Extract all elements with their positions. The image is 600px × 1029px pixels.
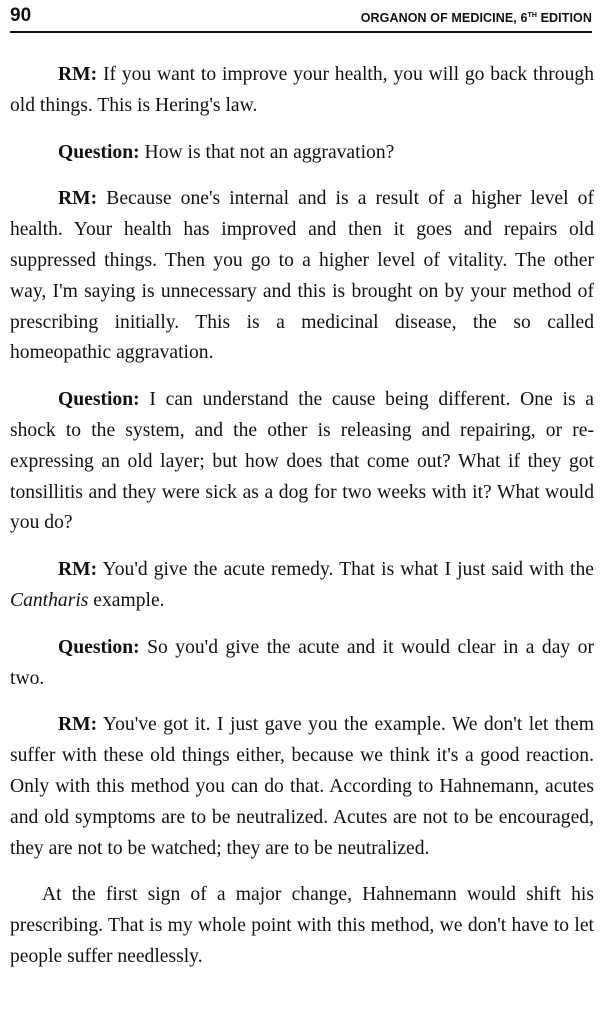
body-text [10, 60, 594, 973]
running-head-edition: EDITION [537, 11, 592, 25]
page-number: 90 [10, 5, 32, 26]
speaker-label: RM: [58, 64, 98, 85]
paragraph [10, 555, 594, 617]
paragraph-text-tail: example. [88, 589, 165, 611]
paragraph-text: I can understand the cause being different. One is a shock to the system, and the other is releasing and repairing, or re-expressing an old layer; but how does that come out? What if they got tonsillitis and they were sick as a dog for two weeks with it? What would you do? [10, 389, 594, 534]
running-head [361, 5, 592, 29]
running-head-superscript: TH [527, 12, 538, 19]
paragraph [10, 633, 594, 695]
paragraph-text: Because one's internal and is a result of a higher level of health. Your health has improved and then it goes and repairs old suppressed things. Then you go to a higher level of vitality. The other way, I'm saying is unnecessary and this is brought on by your method of prescribing initially. This is a medicinal disease, the so called homeopathic aggravation. [10, 188, 594, 364]
paragraph-text: How is that not an aggravation? [139, 141, 395, 163]
paragraph-text: At the first sign of a major change, Hahnemann would shift his prescribing. That is my whole point with this method, we don't have to let people suffer needlessly. [10, 884, 594, 967]
speaker-label: Question: [58, 636, 140, 658]
paragraph [10, 710, 594, 864]
paragraph-text: You'd give the acute remedy. That is what I just said with the [97, 559, 594, 581]
paragraph [10, 60, 594, 122]
italic-remedy-name: Cantharis [10, 589, 89, 611]
paragraph [10, 138, 594, 169]
speaker-label: Question: [58, 141, 140, 163]
paragraph [10, 184, 594, 369]
paragraph-text: So you'd give the acute and it would clear in a day or two. [10, 636, 594, 689]
speaker-label: RM: [58, 714, 98, 736]
paragraph-text: If you want to improve your health, you will go back through old things. This is Hering's law. [10, 64, 594, 116]
speaker-label: Question: [58, 389, 140, 411]
speaker-label: RM: [58, 188, 98, 210]
paragraph [10, 880, 594, 972]
speaker-label: RM: [58, 559, 98, 581]
running-head-title: ORGANON OF MEDICINE, 6 [360, 11, 528, 25]
paragraph [10, 385, 594, 539]
page-header [10, 3, 592, 33]
paragraph-text: You've got it. I just gave you the example. We don't let them suffer with these old things either, because we think it's a good reaction. Only with this method you can do that. According to Hahnemann, acutes and old symptoms are to be neutralized. Acutes are not to be encouraged, they are not to be watched; they are to be neutralized. [10, 714, 594, 859]
